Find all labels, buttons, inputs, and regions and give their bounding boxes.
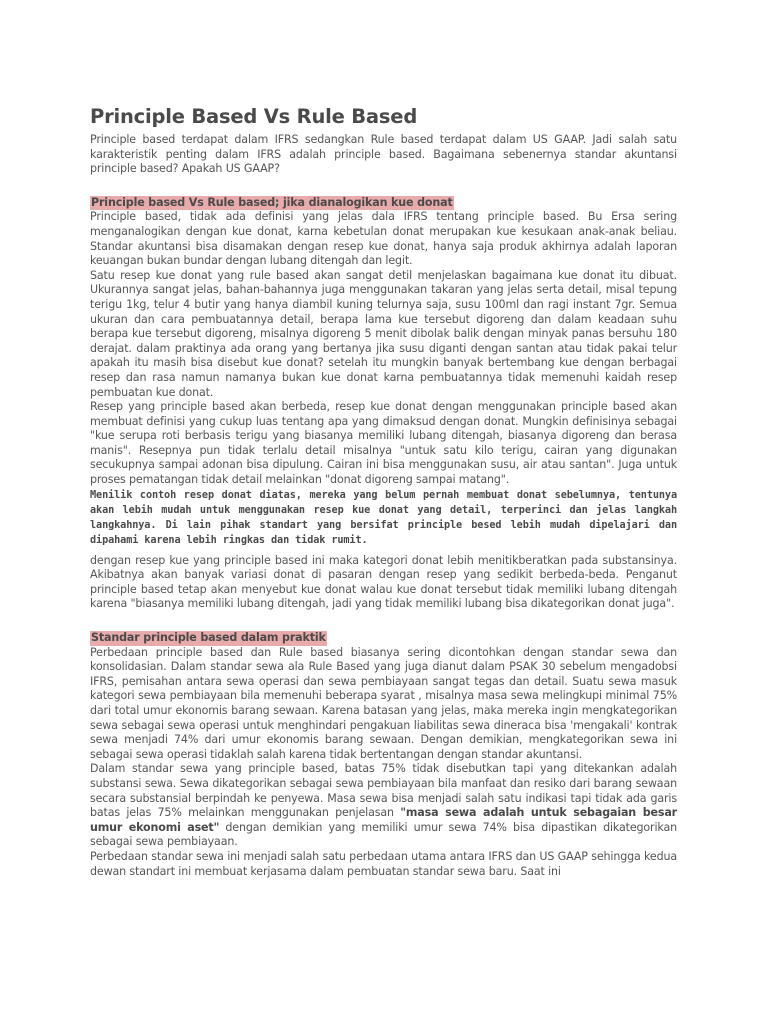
bold-quote: "masa sewa adalah untuk sebagaian besar umur ekonomi aset": [90, 806, 678, 834]
text-run: Dalam standar sewa yang principle based, batas 75% tidak disebutkan tapi yang ditekankan adalah substansi sewa. Sewa dikategorikan sebagai sewa pembiayaan bila manfaat dan resiko dari barang sewaan secara substansial berpindah ke penyewa. Masa sewa bisa menjadi salah satu indikasi tapi tidak ada garis batas jelas 75% melainkan menggunakan penjelasan: [90, 762, 677, 820]
spacer: [90, 612, 677, 626]
paragraph: Principle based, tidak ada definisi yang jelas dala IFRS tentang principle based. Bu Ersa sering menganalogikan dengan kue donat, karna kebetulan donat merupakan kue kesukaan anak-anak beliau. Standar akuntansi bisa disamakan dengan resep kue donat, hanya saja produk akhirnya adalah laporan keuangan bukan bundar dengan lubang ditengah dan legit.: [90, 210, 677, 268]
section-heading-practice: Standar principle based dalam praktik: [91, 631, 326, 645]
section-heading-block: [90, 191, 677, 211]
text-run: dengan demikian yang memiliki umur sewa 74% bisa dipastikan dikategorikan sebagai sewa pembiayaan.: [90, 820, 678, 849]
paragraph: Perbedaan standar sewa ini menjadi salah satu perbedaan utama antara IFRS dan US GAAP sehingga kedua dewan standart ini membuat kerjasama dalam pembuatan standar sewa baru. Saat ini: [90, 849, 677, 878]
paragraph: Resep yang principle based akan berbeda, resep kue donat dengan menggunakan principle based akan membuat definisi yang cukup luas tentang apa yang dimaksud dengan donat. Mungkin definisinya sebagai "kue serupa roti berbasis terigu yang biasanya memiliki lubang ditengah, biasanya digoreng dan berasa manis". Resepnya pun tidak terlalu detail misalnya "untuk satu kilo terigu, cairan yang digunakan secukupnya sampai adonan bisa dipulung. Cairan ini bisa menggunakan susu, air atau santan". Juga untuk proses pematangan tidak detail melainkan "donat digoreng sampai matang".: [90, 400, 677, 487]
section-heading-donut: Principle based Vs Rule based; jika dianalogikan kue donat: [91, 195, 453, 209]
paragraph: Satu resep kue donat yang rule based akan sangat detil menjelaskan bagaimana kue donat itu dibuat. Ukurannya sangat jelas, bahan-bahannya juga menggunakan takaran yang jelas serta detail, misal tepung terigu 1kg, telur 4 butir yang hanya diambil kuning telurnya saja, susu 100ml dan ragi instant 7gr. Semua ukuran dan cara pembuatannya detail, berapa lama kue tersebut digoreng dan dalam keadaan suhu berapa kue tersebut digoreng, misalnya digoreng 5 menit dibolak balik dengan minyak panas bersuhu 180 derajat. dalam praktinya ada orang yang bertanya jika susu diganti dengan santan atau tidak pakai telur apakah itu masih bisa disebut kue donat? setelah itu mungkin banyak bertembang kue dengan berbagai resep dan rasa namun namanya bukan kue donat karna pembuatannya tidak memenuhi kaidah resep pembuatan kue donat.: [90, 268, 677, 399]
intro-paragraph: Principle based terdapat dalam IFRS sedangkan Rule based terdapat dalam US GAAP. Jadi salah satu karakteristik penting dalam IFRS adalah principle based. Bagaimana sebenernya standar akuntansi principle based? Apakah US GAAP?: [90, 133, 677, 176]
page-title: Principle Based Vs Rule Based: [90, 105, 418, 128]
document-content: [90, 104, 677, 879]
paragraph-with-bold: [90, 762, 677, 850]
bold-mono-paragraph: Menilik contoh resep donat diatas, mereka yang belum pernah membuat donat sebelumnya, tentunya akan lebih mudah untuk menggunakan resep kue donat yang detail, terperinci dan jelas langkah langkahnya. Di lain pihak standart yang bersifat principle besed lebih mudah dipelajari dan dipahami karena lebih ringkas dan tidak rumit.: [90, 489, 677, 546]
spacer: [90, 177, 677, 191]
paragraph: Perbedaan principle based dan Rule based biasanya sering dicontohkan dengan standar sewa dan konsolidasian. Dalam standar sewa ala Rule Based yang juga dianut dalam PSAK 30 sebelum mengadobsi IFRS, pemisahan antara sewa operasi dan sewa pembiayaan sangat tegas dan detail. Suatu sewa masuk kategori sewa pembiayaan bila memenuhi beberapa syarat , misalnya masa sewa melingkupi minimal 75% dari total umur ekonomis barang sewaan. Karena batasan yang jelas, maka mereka ingin mengkategorikan sewa sebagai sewa operasi untuk menghindari pengakuan liabilitas sewa dineraca bisa 'mengakali' kontrak sewa menjadi 74% dari umur ekonomis barang sewaan. Dengan demikian, mengkategorikan sewa ini sebagai sewa operasi tidaklah salah karena tidak bertentangan dengan standar akuntansi.: [90, 645, 677, 761]
paragraph: dengan resep kue yang principle based ini maka kategori donat lebih menitikberatkan pada substansinya. Akibatnya akan banyak variasi donat di pasaran dengan resep yang sedikit berbeda-beda. Penganut principle based tetap akan menyebut kue donat walau kue donat tersebut tidak memiliki lubang ditengah karena "biasanya memiliki lubang ditengah, jadi yang tidak memiliki lubang bisa dikategorikan donat juga".: [90, 553, 677, 611]
section-heading-block: [90, 626, 677, 646]
